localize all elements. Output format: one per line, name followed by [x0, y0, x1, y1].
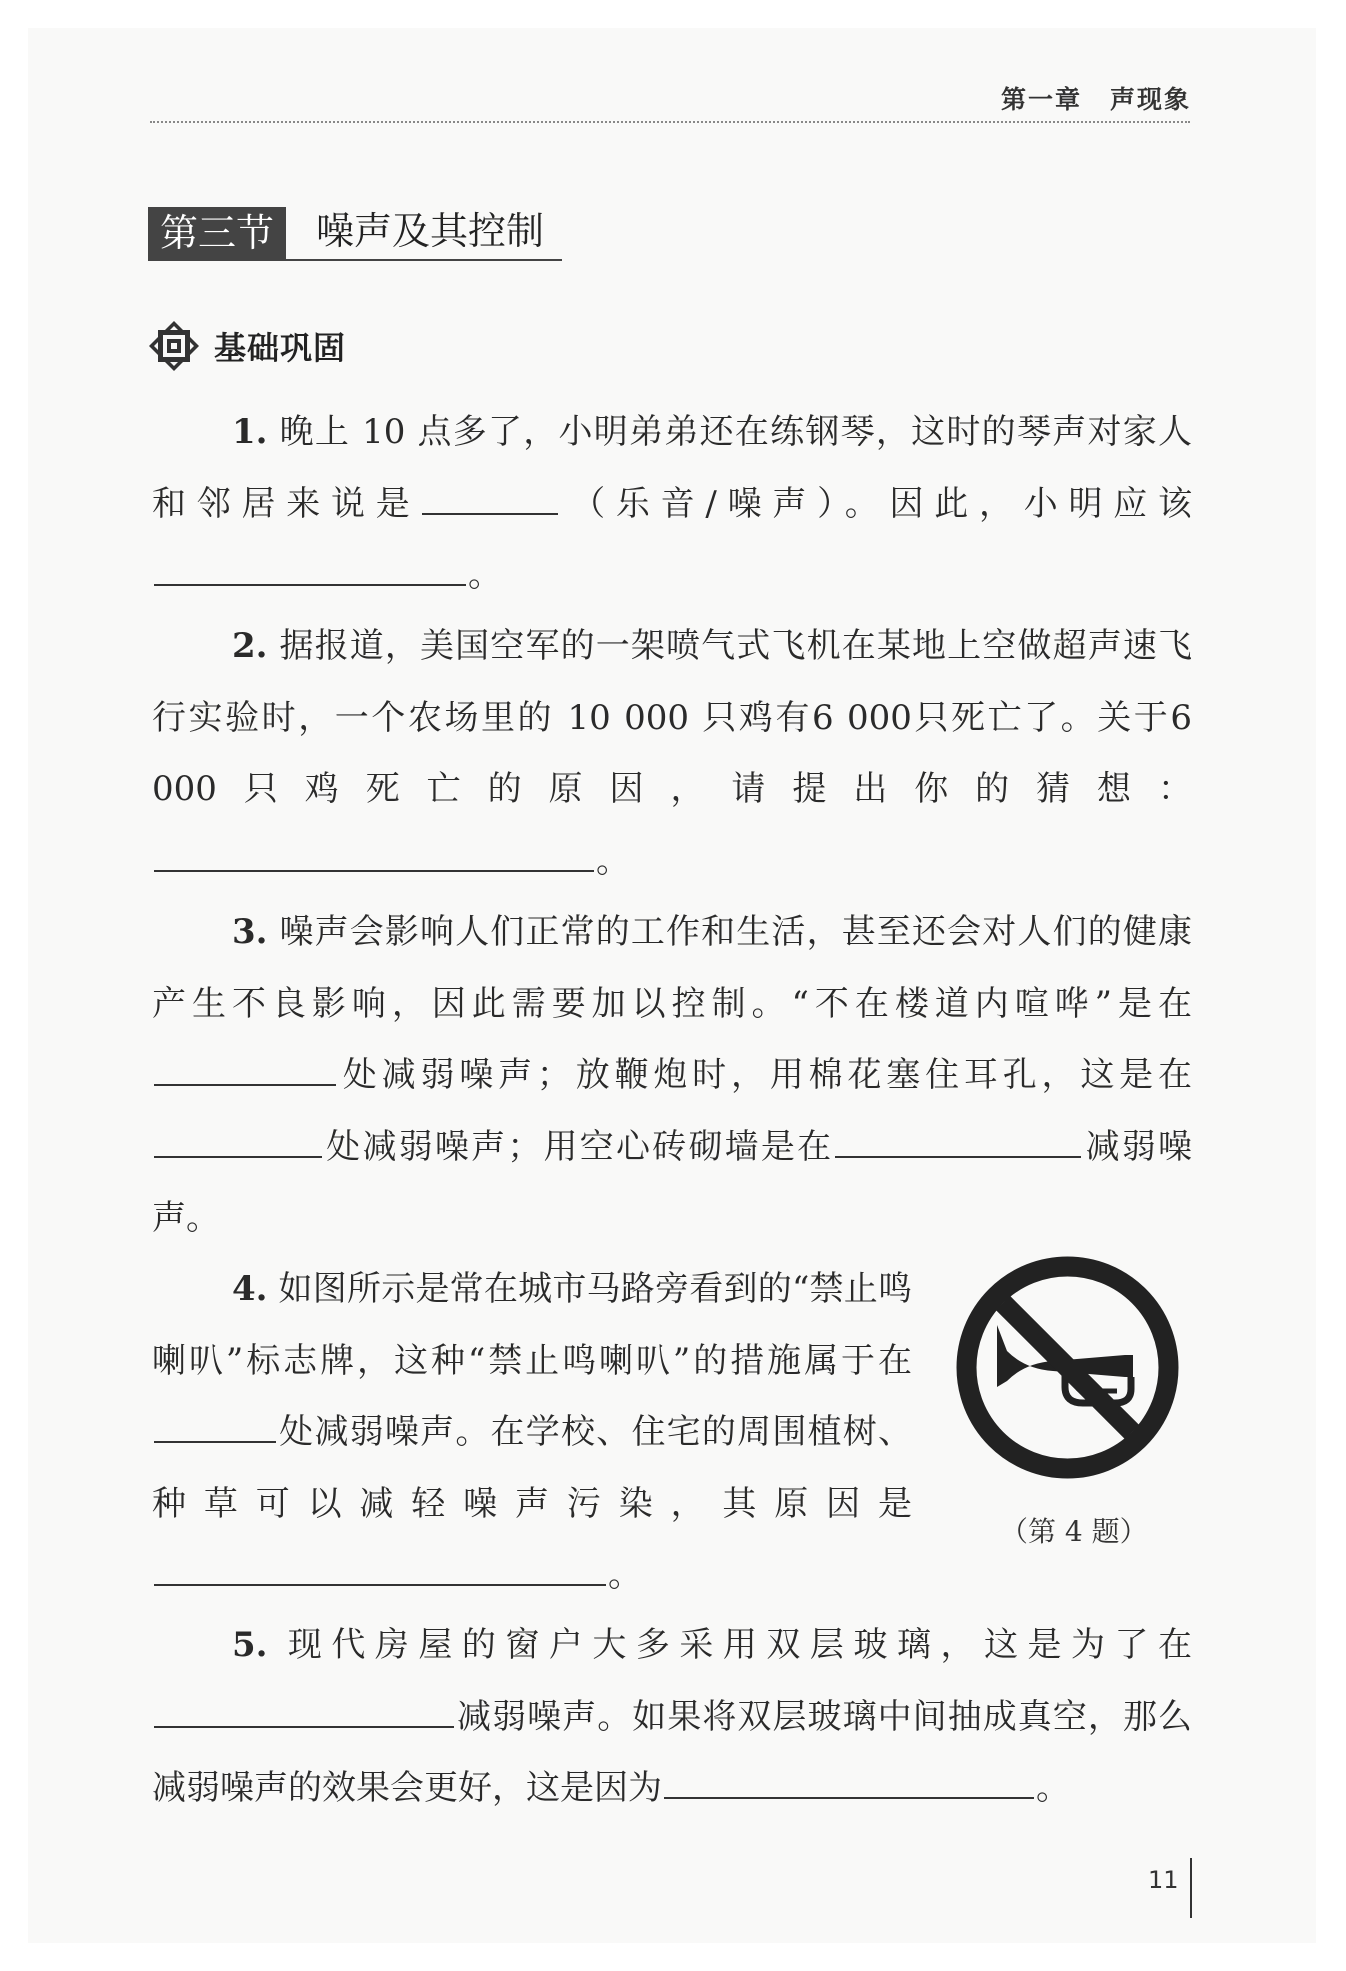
subheading-text: 基础巩固 [214, 329, 347, 367]
question-number: 4. [232, 1269, 268, 1309]
page-number: 11 [1148, 1866, 1179, 1894]
question-text: 。 [608, 1555, 642, 1595]
running-header [1001, 80, 1191, 116]
question-text: 减弱噪声。 [152, 1126, 1193, 1238]
question-text: （乐音/噪声）。因此，小明应该 [560, 483, 1192, 524]
section-name: 噪声及其控制 [286, 209, 562, 261]
no-honking-sign-icon [955, 1255, 1180, 1480]
question-text: 如图所示是常在城市马路旁看到的“禁止鸣喇叭”标志牌，这种“禁止鸣喇叭”的措施属于在 [152, 1269, 912, 1381]
question-number: 3. [232, 912, 268, 952]
figure-caption: （第 4 题） [1000, 1515, 1148, 1548]
question-2 [152, 611, 1192, 897]
answer-blank[interactable] [422, 483, 558, 515]
ornament-icon [148, 320, 200, 372]
question-text: 晚上 10 点多了，小明弟弟还在练钢琴，这时的琴声对家人和邻居来说是 [152, 412, 1192, 524]
question-5 [152, 1610, 1192, 1825]
question-text: 处减弱噪声；放鞭炮时，用棉花塞住耳孔，这是在 [338, 1055, 1192, 1095]
question-text: 。 [1036, 1768, 1070, 1808]
section-title [148, 205, 562, 261]
answer-blank[interactable] [154, 1554, 606, 1586]
chapter-label: 第一章 [1000, 85, 1082, 114]
answer-blank[interactable] [154, 840, 594, 872]
question-1 [152, 397, 1192, 612]
question-text: 减弱噪声。如果将双层玻璃中间抽成真空，那么减弱噪声的效果会更好，这是因为 [152, 1696, 1192, 1808]
answer-blank[interactable] [154, 554, 466, 586]
answer-blank[interactable] [154, 1696, 454, 1728]
subheading [148, 320, 346, 372]
answer-blank[interactable] [835, 1126, 1081, 1158]
question-3 [152, 897, 1192, 1255]
question-text: 现代房屋的窗户大多采用双层玻璃，这是为了在 [287, 1625, 1193, 1665]
answer-blank[interactable] [154, 1054, 336, 1086]
section-label: 第三节 [148, 207, 286, 261]
question-number: 2. [232, 626, 268, 666]
question-number: 5. [232, 1625, 268, 1665]
chapter-topic: 声现象 [1109, 85, 1191, 114]
question-number: 1. [232, 412, 268, 452]
page-edge-bar [1190, 1858, 1192, 1918]
question-text: 处减弱噪声。在学校、住宅的周围植树、种草可以减轻噪声污染，其原因是 [152, 1412, 912, 1524]
question-text: 。 [596, 840, 630, 881]
header-divider [150, 121, 1190, 123]
answer-blank[interactable] [664, 1767, 1034, 1799]
question-text: 处减弱噪声；用空心砖砌墙是在 [324, 1126, 834, 1167]
answer-blank[interactable] [154, 1411, 276, 1443]
question-4 [152, 1254, 912, 1612]
question-text: 。 [468, 555, 502, 595]
question-text: 噪声会影响人们正常的工作和生活，甚至还会对人们的健康产生不良影响，因此需要加以控制。“不在楼道内喧哗”是在 [152, 912, 1192, 1024]
question-text: 据报道，美国空军的一架喷气式飞机在某地上空做超声速飞行实验时，一个农场里的 10 000 只鸡有6 000只死亡了。关于6 000只鸡死亡的原因，请提出你的猜想： [152, 626, 1192, 809]
answer-blank[interactable] [154, 1126, 322, 1158]
